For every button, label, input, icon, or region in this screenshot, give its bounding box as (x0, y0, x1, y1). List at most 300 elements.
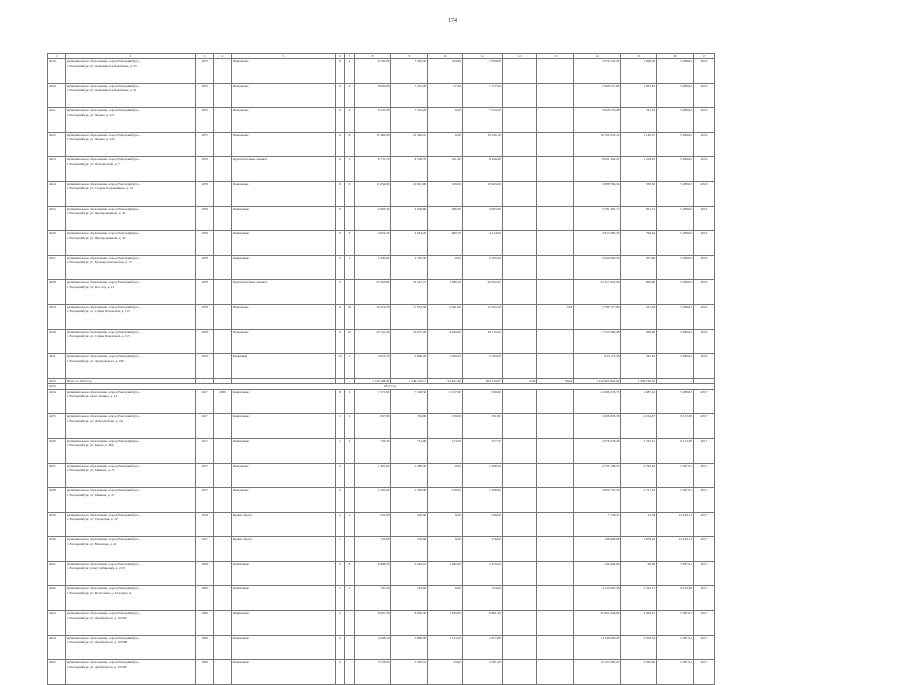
value-c13 (537, 59, 574, 84)
value-c16: 5 387,91 (657, 635, 694, 660)
value-c16: 5 288,02 (657, 108, 694, 133)
value-c11: 20 113,20 (462, 329, 502, 354)
year-built: 1978 (196, 206, 214, 231)
value-c14: 4 733 138,25 (574, 463, 621, 488)
value-c14: 5 789 177,80 (574, 304, 621, 329)
value-c10: 0,00 (428, 132, 463, 157)
plan-year: 2017 (693, 635, 714, 660)
value-c13 (537, 463, 574, 488)
year-built: 1975 (196, 132, 214, 157)
row-number: 4244. (48, 635, 66, 660)
floors: 2 (335, 512, 344, 537)
total-c14: 1 416 903 942,00 (574, 378, 621, 384)
address-cell (65, 329, 195, 354)
value-c11: 20 952,62 (462, 280, 502, 305)
plan-year: 2017 (693, 561, 714, 586)
address-street: г. Екатеринбург, ул. Вилонова, д. 41 (66, 541, 117, 546)
plan-year: 2016 (693, 132, 714, 157)
value-c14: 21 477 925,49 (574, 280, 621, 305)
col-number: 7 (345, 54, 354, 59)
entrances: 6 (345, 181, 354, 206)
table-row (48, 537, 715, 562)
value-c11: 6 891,30 (462, 611, 502, 636)
value-c14: 7 723 390,48 (574, 329, 621, 354)
wall-material: Бревно (брус) (231, 537, 335, 562)
value-c15: 2 767,21 (621, 438, 657, 463)
value-c16: 5 288,02 (657, 304, 694, 329)
value-c11: 7 099,60 (462, 59, 502, 84)
col-number: 17 (693, 54, 714, 59)
address-cell (65, 280, 195, 305)
value-c12 (502, 108, 537, 133)
value-c15: 831,13 (621, 206, 657, 231)
address-cell (65, 660, 195, 685)
row-number: 4224. (48, 181, 66, 206)
value-c11: 1 286,50 (462, 463, 502, 488)
value-c12 (502, 59, 537, 84)
value-c12 (502, 389, 537, 414)
entrances: 2 (345, 414, 354, 439)
address-owner: муниципальное образование «город Екатеринбург», (66, 438, 140, 443)
address-owner: муниципальное образование «город Екатеринбург», (66, 329, 140, 334)
total-c11: 954 732,87 (462, 378, 502, 384)
value-c15: 1 879,16 (621, 537, 657, 562)
value-c16: 5 288,02 (657, 389, 694, 414)
year-renovated (213, 438, 231, 463)
col-number: 12 (502, 54, 537, 59)
year-built: 1978 (196, 181, 214, 206)
value-c9: 7 225,00 (391, 83, 428, 108)
value-c10: 1 123,20 (428, 635, 463, 660)
value-c9: 176,60 (391, 537, 428, 562)
col-number: 6 (335, 54, 344, 59)
value-c11: 4 214,60 (462, 231, 502, 256)
value-c14: 9 091 164,23 (574, 157, 621, 182)
year-renovated (213, 537, 231, 562)
value-c16: 5 288,02 (657, 329, 694, 354)
value-c9: 10 340,10 (391, 132, 428, 157)
value-c11: 176,60 (462, 537, 502, 562)
value-c16: 5 288,02 (657, 132, 694, 157)
address-cell (65, 488, 195, 513)
value-c9: 7 148,50 (391, 389, 428, 414)
plan-year: 2017 (693, 389, 714, 414)
plan-year: 2016 (693, 181, 714, 206)
entrances: 2 (345, 389, 354, 414)
table-row (48, 512, 715, 537)
value-c11: 1 296,60 (462, 488, 502, 513)
year-renovated (213, 488, 231, 513)
year-renovated (213, 255, 231, 280)
value-c14: 12 103 385,24 (574, 660, 621, 685)
value-c11: 246,00 (462, 512, 502, 537)
value-c14: 199 668,88 (574, 537, 621, 562)
value-c11: 2 165,50 (462, 255, 502, 280)
value-c13 (537, 586, 574, 611)
address-owner: муниципальное образование «город Екатеринбург», (66, 561, 140, 566)
row-number: 4234. (48, 389, 66, 414)
address-street: г. Екатеринбург, ул. Луначарского, д. 180 (66, 358, 124, 363)
value-c12 (502, 83, 537, 108)
value-c15: 1 987,22 (621, 389, 657, 414)
wall-material: Кирпичные (231, 206, 335, 231)
col-number: 2 (65, 54, 195, 59)
value-c12 (502, 206, 537, 231)
value-c12 (502, 414, 537, 439)
wall-material: Каменные (231, 354, 335, 379)
value-c8: 8 235,30 (354, 108, 391, 133)
year-built: 1928 (196, 561, 214, 586)
wall-material: Панельные (231, 488, 335, 513)
value-c9: 3 962,10 (391, 561, 428, 586)
col-number: 3 (196, 54, 214, 59)
table-row (48, 280, 715, 305)
table-row (48, 561, 715, 586)
value-c14: 7 728,33 (574, 512, 621, 537)
year-built: 1973 (196, 83, 214, 108)
value-c8: 8 092,60 (354, 83, 391, 108)
floors: 9 (335, 329, 344, 354)
value-c9: 751,90 (391, 438, 428, 463)
value-c8: 787,20 (354, 586, 391, 611)
value-c10: 586,50 (428, 206, 463, 231)
value-c12 (502, 255, 537, 280)
value-c16: 9 313,38 (657, 414, 694, 439)
year-built: 1917 (196, 488, 214, 513)
address-street: г. Екатеринбург, ул. Чехова, д. 129 (66, 137, 115, 142)
table-row (48, 329, 715, 354)
value-c8: 4 098,50 (354, 635, 391, 660)
value-c15: 358,30 (621, 181, 657, 206)
address-cell (65, 157, 195, 182)
year-renovated (213, 157, 231, 182)
value-c12 (502, 181, 537, 206)
value-c10: 57,30 (428, 83, 463, 108)
value-c11: 2 677,80 (462, 635, 502, 660)
address-street: г. Екатеринбург, ул. Софьи Перовской, д. 115 (66, 334, 130, 339)
entrances: 8 (345, 132, 354, 157)
value-c14: 4 009 737,16 (574, 488, 621, 513)
total-c9: 1 149 103,17 (391, 378, 428, 384)
wall-material: Крупноблочные силикат (231, 280, 335, 305)
entrances: 1 (345, 255, 354, 280)
value-c8: 11 486,90 (354, 132, 391, 157)
value-c10: 0,00 (428, 255, 463, 280)
year-renovated (213, 586, 231, 611)
col-number: 11 (462, 54, 502, 59)
col-number: 16 (657, 54, 694, 59)
address-owner: муниципальное образование «город Екатеринбург», (66, 206, 140, 211)
wall-material: Панельные (231, 83, 335, 108)
floors: 9 (335, 255, 344, 280)
value-c14: 240 464,64 (574, 561, 621, 586)
address-owner: муниципальное образование «город Екатеринбург», (66, 181, 140, 186)
total-c4: - (213, 378, 231, 384)
floors: 9 (335, 206, 344, 231)
value-c13 (537, 83, 574, 108)
address-owner: муниципальное образование «город Екатеринбург», (66, 635, 140, 640)
address-street: г. Екатеринбург, ул. Софьи Перовской, д. 113 (66, 309, 130, 314)
value-c9: 10 601,00 (391, 181, 428, 206)
value-c15: 1 099,30 (621, 59, 657, 84)
floors: 9 (335, 157, 344, 182)
wall-material: Кирпичные (231, 438, 335, 463)
address-owner: муниципальное образование «город Екатеринбург», (66, 537, 140, 542)
value-c9: 2 165,50 (391, 255, 428, 280)
value-c15: 2 721,55 (621, 488, 657, 513)
entrances: 4 (345, 59, 354, 84)
value-c15: 962,00 (621, 280, 657, 305)
wall-material: Бревно (брус) (231, 512, 335, 537)
value-c13: 818 (537, 304, 574, 329)
row-number: 4232. (48, 378, 66, 384)
floors: 9 (335, 280, 344, 305)
plan-year: 2017 (693, 512, 714, 537)
address-street: г. Екатеринбург, ул. Добролюбова, д. 2Д (66, 418, 123, 423)
value-c11: 3 963,30 (462, 206, 502, 231)
wall-material: Кирпичные (231, 255, 335, 280)
wall-material: Панельные (231, 304, 335, 329)
col-number: 8 (354, 54, 391, 59)
value-c12 (502, 304, 537, 329)
value-c9: 1 286,50 (391, 463, 428, 488)
value-c8: 4 824,20 (354, 231, 391, 256)
address-owner: муниципальное образование «город Екатеринбург», (66, 59, 140, 63)
value-c8: 25 741,20 (354, 329, 391, 354)
address-cell (65, 611, 195, 636)
value-c8: 2 449,90 (354, 255, 391, 280)
value-c16: 12 039,13 (657, 537, 694, 562)
value-c12 (502, 537, 537, 562)
address-street: г. Екатеринбург, ул. Бульвар комсомолец, д. 17/ (66, 260, 133, 265)
wall-material: Крупноблочные силикат (231, 157, 335, 182)
address-cell (65, 354, 195, 379)
value-c14: 3 688 784,34 (574, 181, 621, 206)
year-built: 1917 (196, 537, 214, 562)
address-street: г. Екатеринбург, ул. Старых Большевиков, д. 52 (66, 186, 134, 191)
value-c15: 23,38 (621, 512, 657, 537)
value-c14: 3 266 833,58 (574, 414, 621, 439)
value-c15: 3 565,66 (621, 660, 657, 685)
year-renovated (213, 181, 231, 206)
wall-material: Панельные (231, 181, 335, 206)
value-c13 (537, 635, 574, 660)
floors: 1 (335, 586, 344, 611)
plan-year: 2017 (693, 438, 714, 463)
value-c14: 3 928 279,48 (574, 108, 621, 133)
value-c16: 5 387,91 (657, 660, 694, 685)
col-number: 15 (621, 54, 657, 59)
table-row (48, 108, 715, 133)
address-street: г. Екатеринбург, ул. Декабристов, д. 16/18б (66, 615, 127, 620)
value-c9: 246,00 (391, 512, 428, 537)
year-renovated (213, 304, 231, 329)
value-c15: 60,69 (621, 561, 657, 586)
row-number: 4220. (48, 83, 66, 108)
year-renovated (213, 463, 231, 488)
address-street: г. Екатеринбург, тракт Сибирский, д. 2/25 (66, 566, 125, 571)
value-c12 (502, 438, 537, 463)
value-c12 (502, 586, 537, 611)
address-owner: муниципальное образование «город Екатеринбург», (66, 611, 140, 616)
value-c14: 2 078 578,49 (574, 438, 621, 463)
address-street: г. Екатеринбург, ул. Чехова, д. 127 (66, 112, 115, 117)
value-c13 (537, 512, 574, 537)
table-row (48, 304, 715, 329)
value-c13 (537, 561, 574, 586)
value-c13 (537, 414, 574, 439)
value-c16: 5 387,91 (657, 561, 694, 586)
plan-year: 2016 (693, 280, 714, 305)
value-c16: 5 387,91 (657, 463, 694, 488)
row-number: 4237. (48, 463, 66, 488)
address-owner: муниципальное образование «город Екатеринбург», (66, 255, 140, 260)
floors: 4 (335, 611, 344, 636)
table-row (48, 231, 715, 256)
value-c13 (537, 389, 574, 414)
total-c13: 8924 (537, 378, 574, 384)
value-c16: 5 288,02 (657, 231, 694, 256)
address-cell (65, 512, 195, 537)
table-row (48, 132, 715, 157)
value-c14: 31 862 436,89 (574, 611, 621, 636)
plan-year: 2016 (693, 329, 714, 354)
floors: 1 (335, 537, 344, 562)
year-heading: 2017 год (65, 384, 714, 390)
address-owner: муниципальное образование «город Екатеринбург», (66, 512, 140, 517)
col-number: 1 (48, 54, 66, 59)
year-built: 1979 (196, 354, 214, 379)
value-c16: 5 288,02 (657, 354, 694, 379)
entrances: 5 (345, 157, 354, 182)
value-c11: 3 361,20 (462, 660, 502, 685)
table-row (48, 206, 715, 231)
year-renovated (213, 280, 231, 305)
value-c10: 4 920,00 (428, 329, 463, 354)
table-row (48, 635, 715, 660)
value-c10: 210,00 (428, 488, 463, 513)
floors: 9 (335, 132, 344, 157)
value-c10: 158,00 (428, 414, 463, 439)
value-c11: 15 592,50 (462, 304, 502, 329)
year-built: 1917 (196, 414, 214, 439)
value-c10: 1 945,00 (428, 611, 463, 636)
value-c13 (537, 231, 574, 256)
value-c11: 8 449,40 (462, 157, 502, 182)
value-c10: 1 009,20 (428, 354, 463, 379)
value-c13 (537, 329, 574, 354)
col-number: 13 (537, 54, 574, 59)
table-row (48, 586, 715, 611)
entrances: 10 (345, 329, 354, 354)
value-c16: 5 288,02 (657, 280, 694, 305)
plan-year: 2017 (693, 660, 714, 685)
value-c13 (537, 132, 574, 157)
table-row (48, 389, 715, 414)
floors: 9 (335, 108, 344, 133)
address-cell (65, 108, 195, 133)
year-renovated (213, 354, 231, 379)
row-number: 4236. (48, 438, 66, 463)
year-built: 1929 (196, 586, 214, 611)
plan-year: 2016 (693, 304, 714, 329)
entrances (345, 488, 354, 513)
row-number: 4222. (48, 132, 66, 157)
value-c10: 1 482,90 (428, 561, 463, 586)
address-cell (65, 438, 195, 463)
table-row (48, 83, 715, 108)
table-row (48, 414, 715, 439)
year-renovated (213, 132, 231, 157)
wall-material: Кирпичные (231, 586, 335, 611)
value-c9: 25 037,20 (391, 329, 428, 354)
wall-material: Кирпичные (231, 660, 335, 685)
floors: 1 (335, 438, 344, 463)
row-number: 4233. (48, 384, 66, 390)
value-c15: 541,52 (621, 108, 657, 133)
total-c7: - (345, 378, 354, 384)
year-built: 1973 (196, 108, 214, 133)
table-row (48, 463, 715, 488)
value-c10: 1 289,10 (428, 280, 463, 305)
address-street: г. Екатеринбург, ул. Победителей, д. 7 (66, 161, 120, 166)
value-c10: 0,00 (428, 463, 463, 488)
value-c9: 724,60 (391, 586, 428, 611)
value-c9: 4 549,80 (391, 206, 428, 231)
value-c8: 1 401,60 (354, 463, 391, 488)
plan-year: 2017 (693, 488, 714, 513)
entrances: 3 (345, 231, 354, 256)
address-owner: муниципальное образование «город Екатеринбург», (66, 463, 140, 468)
value-c16: 9 313,38 (657, 438, 694, 463)
address-cell (65, 83, 195, 108)
value-c10: 33,90 (428, 660, 463, 685)
value-c8: 847,90 (354, 414, 391, 439)
floors: 8 (335, 389, 344, 414)
entrances (345, 635, 354, 660)
address-owner: муниципальное образование «город Екатеринбург», (66, 132, 140, 137)
address-street: г. Екатеринбург, ул. Альпинистов Барабаева, д. 41 (66, 88, 137, 93)
value-c11: 2 479,20 (462, 561, 502, 586)
value-c11: 7 177,90 (462, 83, 502, 108)
col-number: 14 (574, 54, 621, 59)
value-c12 (502, 132, 537, 157)
address-street: г. Екатеринбург, ул. Вос-тор, д. 12 (66, 284, 115, 289)
row-number: 4243. (48, 611, 66, 636)
year-built: 1929 (196, 635, 214, 660)
floors: 9 (335, 59, 344, 84)
address-cell (65, 561, 195, 586)
value-c12 (502, 561, 537, 586)
value-c13 (537, 438, 574, 463)
row-number: 4230. (48, 329, 66, 354)
value-c16: 5 387,91 (657, 611, 694, 636)
value-c11: 7 234,20 (462, 108, 502, 133)
address-owner: муниципальное образование «город Екатеринбург», (66, 354, 140, 359)
value-c14: 10 792 035,14 (574, 132, 621, 157)
value-c10: 0,00 (428, 537, 463, 562)
col-number: 4 (213, 54, 231, 59)
value-c14: 3 813 382,35 (574, 231, 621, 256)
entrances: 1 (345, 512, 354, 537)
value-c10: 0,00 (428, 108, 463, 133)
year-built: 1973 (196, 59, 214, 84)
value-c10: 0,00 (428, 512, 463, 537)
value-c12 (502, 231, 537, 256)
value-c12 (502, 280, 537, 305)
row-number: 4241. (48, 561, 66, 586)
plan-year: 2017 (693, 414, 714, 439)
